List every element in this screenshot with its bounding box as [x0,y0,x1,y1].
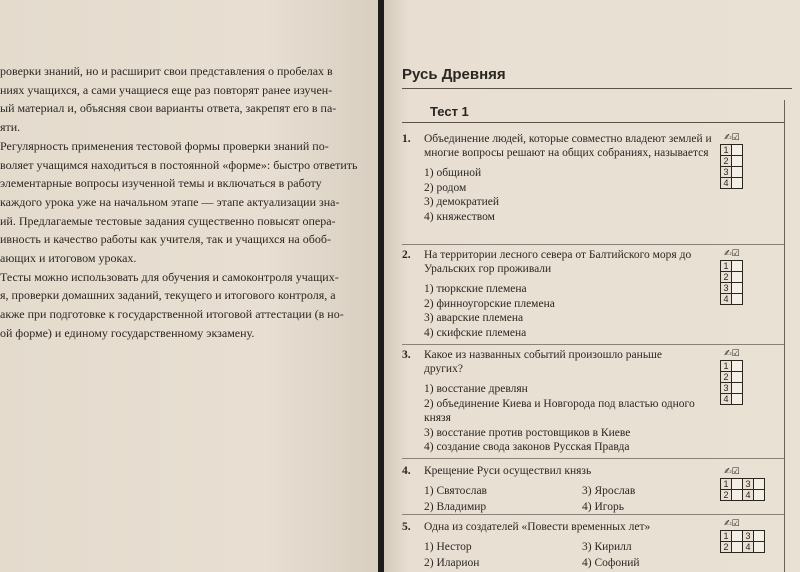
answer-option[interactable]: 4) создание свода законов Русская Правда [424,441,630,453]
question-text: Объединение людей, которые совместно владеют землей и многие вопросы решают на общих собраниях, называется [424,133,712,159]
cell-label: 2 [720,271,732,283]
answer-option[interactable]: 4) скифские племена [424,326,527,339]
text-line: воляет учащимся находиться в постоянной «форме»: быстро ответить [0,157,358,172]
answer-checkbox[interactable] [731,393,743,405]
answer-checkbox[interactable] [731,293,743,305]
question-4 [402,464,720,514]
cell-label: 1 [720,260,732,272]
pencil-check-icon: ✍☑ [724,467,740,477]
answer-options [424,382,720,455]
question-1 [402,132,720,224]
divider [402,122,784,123]
answer-option[interactable]: 1) тюркские племена [424,283,527,295]
question-number: 4. [402,465,411,477]
margin-divider [784,100,785,572]
text-line: каждого урока уже на начальном этапе — этапе актуализации зна- [0,194,340,209]
text-line: я, проверки домашних заданий, текущего и итогового контроля, а [0,288,336,303]
cell-label: 3 [720,166,732,178]
divider [402,344,784,345]
question-3 [402,348,720,455]
question-number: 1. [402,133,411,145]
question-text: Одна из создателей «Повести временных лет» [424,521,651,533]
text-line: элементарные вопросы изученной темы и включаться в работу [0,176,322,191]
answer-option[interactable]: 2) объединение Киева и Новгорода под властью одного князя [424,397,695,424]
text-line: акже при подготовке к государственной итоговой аттестации (в но- [0,307,344,322]
cell-label: 2 [720,155,732,167]
answer-option[interactable]: 3) восстание против ростовщиков в Киеве [424,426,631,439]
left-page [0,0,378,572]
cell-label: 4 [742,489,754,501]
cell-label: 1 [720,144,732,156]
cell-label: 3 [742,530,754,542]
answer-option[interactable]: 2) Владимир [424,501,487,513]
text-line: ий. Предлагаемые тестовые задания существенно повысят опера- [0,213,336,228]
answer-option[interactable]: 3) аварские племена [424,312,524,324]
answer-option[interactable]: 1) Святослав [424,485,487,497]
answer-option[interactable]: 2) Иларион [424,557,480,569]
answer-option[interactable]: 3) Кирилл [582,541,632,553]
text-line: ый материал и, объясняя свои варианты ответа, закрепят его в па- [0,101,337,116]
answer-option[interactable]: 2) родом [424,181,467,194]
cell-label: 2 [720,489,732,501]
cell-label: 1 [720,478,732,490]
question-text: На территории лесного севера от Балтийского моря до Уральских гор проживали [424,249,692,275]
cell-label: 2 [720,541,732,553]
answer-option[interactable]: 4) Софоний [582,557,640,569]
question-number: 2. [402,249,411,261]
answer-option[interactable]: 4) Игорь [582,501,624,513]
answer-options [424,540,720,570]
text-line: ающих и итоговом уроках. [0,251,137,266]
cell-label: 3 [720,382,732,394]
cell-label: 3 [720,282,732,294]
pencil-check-icon: ✍☑ [724,249,740,259]
divider [402,458,784,459]
divider [402,514,784,515]
answer-option[interactable]: 3) демократией [424,196,500,208]
question-number: 3. [402,349,411,361]
cell-label: 2 [720,371,732,383]
answer-options [424,484,720,514]
answer-option[interactable]: 1) общиной [424,167,482,179]
answer-option[interactable]: 1) восстание древлян [424,383,528,395]
answer-checkbox[interactable] [753,489,765,501]
answer-checkbox[interactable] [753,541,765,553]
pencil-check-icon: ✍☑ [724,519,740,529]
section-title: Русь Древняя [402,66,506,83]
intro-text [0,62,362,343]
answer-options [424,282,720,340]
cell-label: 1 [720,360,732,372]
question-text: Крещение Руси осуществил князь [424,465,592,477]
text-line: ниях учащихся, а сами учащиеся еще раз повторят ранее изучен- [0,82,333,97]
question-text: Какое из названных событий произошло раньше других? [424,349,663,375]
question-2 [402,248,720,340]
pencil-check-icon: ✍☑ [724,349,740,359]
answer-checkbox[interactable] [731,177,743,189]
answer-option[interactable]: 4) княжеством [424,210,495,223]
cell-label: 4 [720,177,732,189]
cell-label: 4 [742,541,754,553]
text-line: Регулярность применения тестовой формы проверки знаний по- [0,138,329,153]
cell-label: 1 [720,530,732,542]
text-line: Тесты можно использовать для обучения и самоконтроля учащих- [0,269,339,284]
answer-option[interactable]: 3) Ярослав [582,485,636,497]
answer-option[interactable]: 2) финноугорские племена [424,297,555,310]
divider [402,88,792,89]
text-line: роверки знаний, но и расширит свои представления о пробелах в [0,64,333,78]
answer-option[interactable]: 1) Нестор [424,541,472,553]
cell-label: 4 [720,393,732,405]
text-line: ивность и качество работы как учителя, так и учащихся на обоб- [0,232,331,247]
right-page [384,0,800,572]
pencil-check-icon: ✍☑ [724,133,740,143]
answer-options [424,166,720,224]
question-number: 5. [402,521,411,533]
divider [402,244,784,245]
text-line: ой форме) и единому государственному экзамену. [0,325,255,340]
test-title: Тест 1 [430,104,469,119]
cell-label: 4 [720,293,732,305]
question-5 [402,520,720,570]
text-line: яти. [0,120,21,135]
cell-label: 3 [742,478,754,490]
